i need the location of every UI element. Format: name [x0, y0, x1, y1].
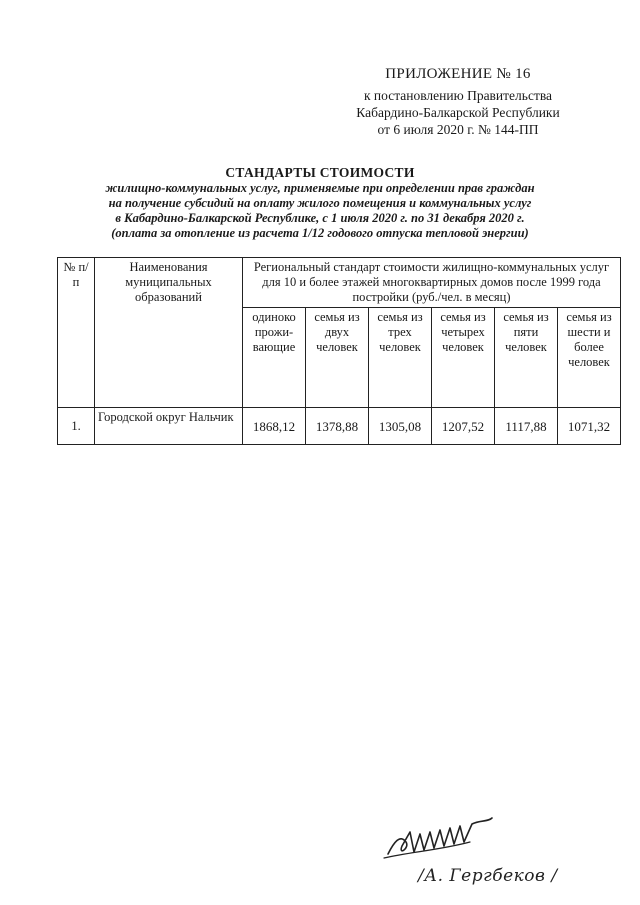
row-value: 1117,88	[495, 408, 558, 445]
subheader-cell: семья из трех человек	[369, 308, 432, 408]
appendix-block	[338, 66, 578, 138]
subheader-cell: семья из четырех человек	[432, 308, 495, 408]
appendix-line: Кабардино-Балкарской Республики	[356, 105, 560, 120]
row-value: 1378,88	[306, 408, 369, 445]
subheader-cell: одиноко прожи-вающие	[243, 308, 306, 408]
row-value: 1305,08	[369, 408, 432, 445]
row-municipality: Городской округ Нальчик	[95, 408, 243, 445]
subheader-cell: семья из пяти человек	[495, 308, 558, 408]
appendix-line: к постановлению Правительства	[363, 88, 553, 103]
heading-line: (оплата за отопление из расчета 1/12 годового отпуска тепловой энергии)	[111, 226, 529, 240]
row-value: 1868,12	[243, 408, 306, 445]
header-number: № п/п	[58, 258, 95, 408]
document-heading	[40, 164, 600, 241]
appendix-title: ПРИЛОЖЕНИЕ № 16	[385, 66, 531, 82]
heading-line: на получение субсидий на оплату жилого помещения и коммунальных услуг	[108, 196, 532, 210]
table-header-row	[58, 258, 621, 308]
signature-name: /А. Гергбеков /	[418, 866, 558, 886]
subheader-cell: семья из двух человек	[306, 308, 369, 408]
standards-table	[57, 257, 621, 445]
handwritten-signature	[380, 812, 530, 872]
heading-line: жилищно-коммунальных услуг, применяемые при определении прав граждан	[105, 181, 535, 195]
row-number: 1.	[58, 408, 95, 445]
row-value: 1207,52	[432, 408, 495, 445]
appendix-line: от 6 июля 2020 г. № 144-ПП	[377, 122, 539, 137]
header-regional-standard: Региональный стандарт стоимости жилищно-коммунальных услуг для 10 и более этажей многоквартирных домов после 1999 года постройки (руб./чел. в месяц)	[243, 258, 621, 308]
row-value: 1071,32	[558, 408, 621, 445]
heading-title: СТАНДАРТЫ СТОИМОСТИ	[225, 165, 415, 180]
heading-line: в Кабардино-Балкарской Республике, с 1 июля 2020 г. по 31 декабря 2020 г.	[115, 211, 525, 225]
subheader-cell: семья из шести и более человек	[558, 308, 621, 408]
table-row	[58, 408, 621, 445]
header-municipality: Наименования муниципальных образований	[95, 258, 243, 408]
